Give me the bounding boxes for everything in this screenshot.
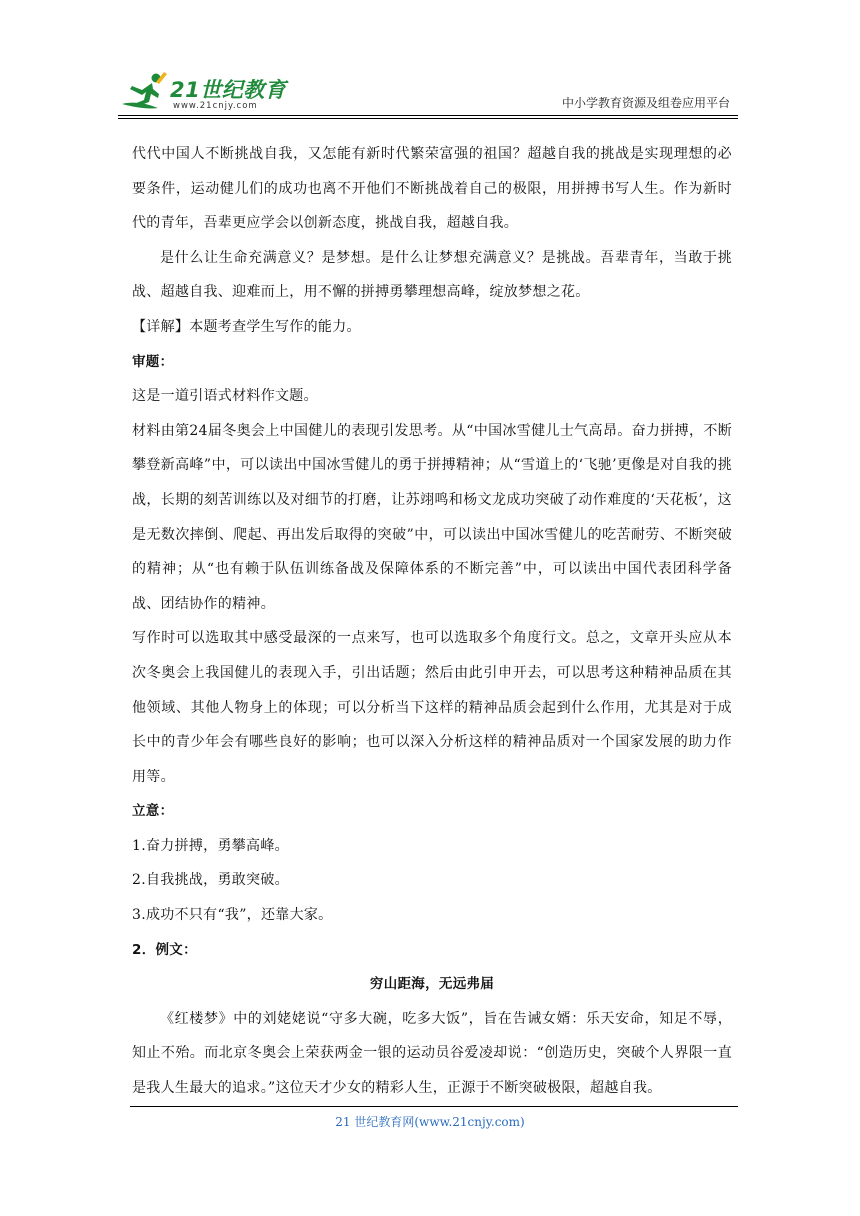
essay-title: 穷山距海，无远弗届 xyxy=(369,976,495,993)
list-item: 2.自我挑战，勇敢突破。 xyxy=(132,872,289,889)
document-body xyxy=(132,137,732,1106)
footer-link[interactable]: 21 世纪教育网(www.21cnjy.com) xyxy=(335,1115,525,1129)
platform-tagline: 中小学教育资源及组卷应用平台 xyxy=(561,96,730,110)
list-item: 3.成功不只有“我”，还靠大家。 xyxy=(132,907,333,924)
list-item: 1.奋力拼搏，勇攀高峰。 xyxy=(132,837,289,854)
essay-paragraph: 《红楼梦》中的刘姥姥说“守多大碗，吃多大饭”，旨在告诫女婿：乐天安命，知足不辱，知止不殆。而北京冬奥会上荣获两金一银的运动员谷爱凌却说：“创造历史，突破个人界限一直是我人生最大的追求。”这位天才少女的精彩人生，正源于不断突破极限，超越自我。 xyxy=(132,1010,732,1097)
paragraph: 这是一道引语式材料作文题。 xyxy=(132,388,318,405)
section-heading-essay: 2．例文： xyxy=(132,941,197,958)
paragraph: 代代中国人不断挑战自我，又怎能有新时代繁荣富强的祖国？超越自我的挑战是实现理想的必要条件，运动健儿们的成功也离不开他们不断挑战着自己的极限，用拼搏书写人生。作为新时代的青年，吾辈更应学会以创新态度，挑战自我，超越自我。 xyxy=(132,146,732,232)
page-header xyxy=(118,62,738,118)
section-heading-shenti: 审题： xyxy=(132,353,174,370)
paragraph: 是什么让生命充满意义？是梦想。是什么让梦想充满意义？是挑战。吾辈青年，当敢于挑战、超越自我、迎难而上，用不懈的拼搏勇攀理想高峰，绽放梦想之花。 xyxy=(132,249,732,301)
section-heading-liyi: 立意： xyxy=(132,803,174,820)
header-divider-secondary xyxy=(118,118,738,119)
header-divider xyxy=(118,115,738,116)
logo-wordmark: 21世纪教育 xyxy=(170,78,287,102)
explanation-paragraph: 【详解】本题考查学生写作的能力。 xyxy=(132,318,361,335)
logo-url: www.21cnjy.com xyxy=(173,101,258,111)
footer-divider xyxy=(130,1106,738,1107)
paragraph: 材料由第24届冬奥会上中国健儿的表现引发思考。从“中国冰雪健儿士气高昂。奋力拼搏，不断攀登新高峰”中，可以读出中国冰雪健儿的勇于拼搏精神；从“雪道上的‘飞驰’更像是对自我的挑战，长期的刻苦训练以及对细节的打磨，让苏翊鸣和杨文龙成功突破了动作难度的‘天花板’，这是无数次摔倒、爬起、再出发后取得的突破”中，可以读出中国冰雪健儿的吃苦耐劳、不断突破的精神；从“也有赖于队伍训练备战及保障体系的不断完善”中，可以读出中国代表团科学备战、团结协作的精神。 xyxy=(132,422,732,612)
site-logo[interactable] xyxy=(118,70,298,114)
runner-icon xyxy=(118,70,174,114)
paragraph: 写作时可以选取其中感受最深的一点来写，也可以选取多个角度行文。总之，文章开头应从本次冬奥会上我国健儿的表现入手，引出话题；然后由此引申开去，可以思考这种精神品质在其他领域、其他人物身上的体现；可以分析当下这样的精神品质会起到什么作用，尤其是对于成长中的青少年会有哪些良好的影响；也可以深入分析这样的精神品质对一个国家发展的助力作用等。 xyxy=(132,630,732,785)
